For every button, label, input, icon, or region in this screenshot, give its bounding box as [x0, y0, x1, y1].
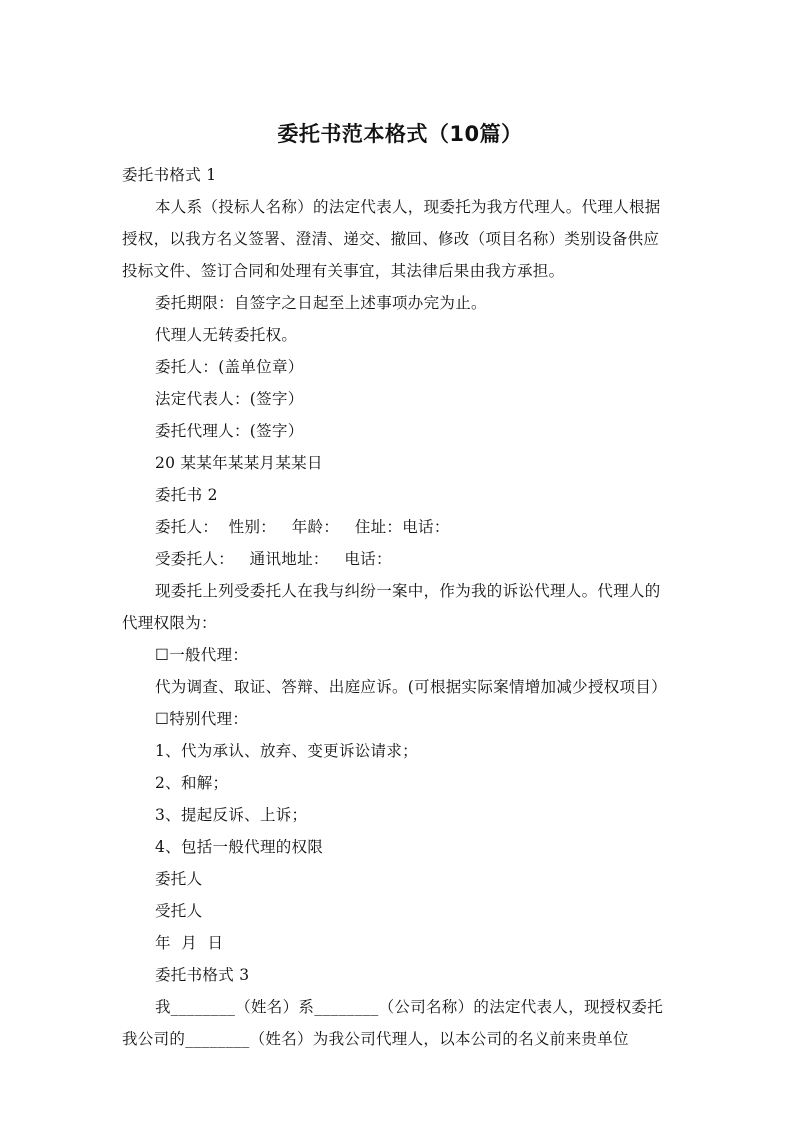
document-title: 委托书范本格式（10篇） [277, 122, 523, 146]
section-heading: 委托书 2 [155, 486, 218, 504]
document-body [122, 159, 678, 1055]
form-line: 委托人： 性别： 年龄： 住址：电话： [155, 518, 450, 536]
body-paragraph: 代理人无转委托权。 [155, 326, 298, 344]
body-paragraph: 委托期限：自签字之日起至上述事项办完为止。 [155, 294, 487, 312]
signature-line: 法定代表人：(签字） [155, 390, 304, 408]
body-paragraph: 投标文件、签订合同和处理有关事宜，其法律后果由我方承担。 [122, 262, 565, 280]
body-paragraph: 代理权限为： [122, 614, 217, 632]
body-paragraph: 现委托上列受委托人在我与纠纷一案中，作为我的诉讼代理人。代理人的 [155, 582, 661, 600]
body-paragraph: 授权，以我方名义签署、澄清、递交、撤回、修改（项目名称）类别设备供应 [122, 230, 660, 248]
body-paragraph: 我公司的________（姓名）为我公司代理人，以本公司的名义前来贵单位 [122, 1030, 629, 1048]
date-line: 年 月 日 [155, 934, 224, 952]
body-paragraph: 本人系（投标人名称）的法定代表人，现委托为我方代理人。代理人根据 [155, 198, 661, 216]
checkbox-option: ☐一般代理： [155, 646, 249, 664]
date-line: 20 某某年某某月某某日 [155, 454, 323, 472]
body-paragraph: 我________（姓名）系________（公司名称）的法定代表人，现授权委托 [155, 998, 664, 1016]
checkbox-option: ☐特别代理： [155, 710, 249, 728]
signature-line: 委托人 [155, 870, 203, 888]
list-item: 3、提起反诉、上诉； [155, 806, 308, 824]
body-paragraph: 代为调查、取证、答辩、出庭应诉。(可根据实际案情增加减少授权项目） [155, 678, 667, 696]
signature-line: 受托人 [155, 902, 203, 920]
form-line: 受委托人： 通讯地址： 电话： [155, 550, 392, 568]
section-heading: 委托书格式 1 [122, 166, 217, 184]
signature-line: 委托人：(盖单位章） [155, 358, 304, 376]
list-item: 1、代为承认、放弃、变更诉讼请求； [155, 742, 418, 760]
section-heading: 委托书格式 3 [155, 966, 250, 984]
list-item: 2、和解； [155, 774, 229, 792]
signature-line: 委托代理人：(签字） [155, 422, 304, 440]
list-item: 4、包括一般代理的权限 [155, 838, 324, 856]
